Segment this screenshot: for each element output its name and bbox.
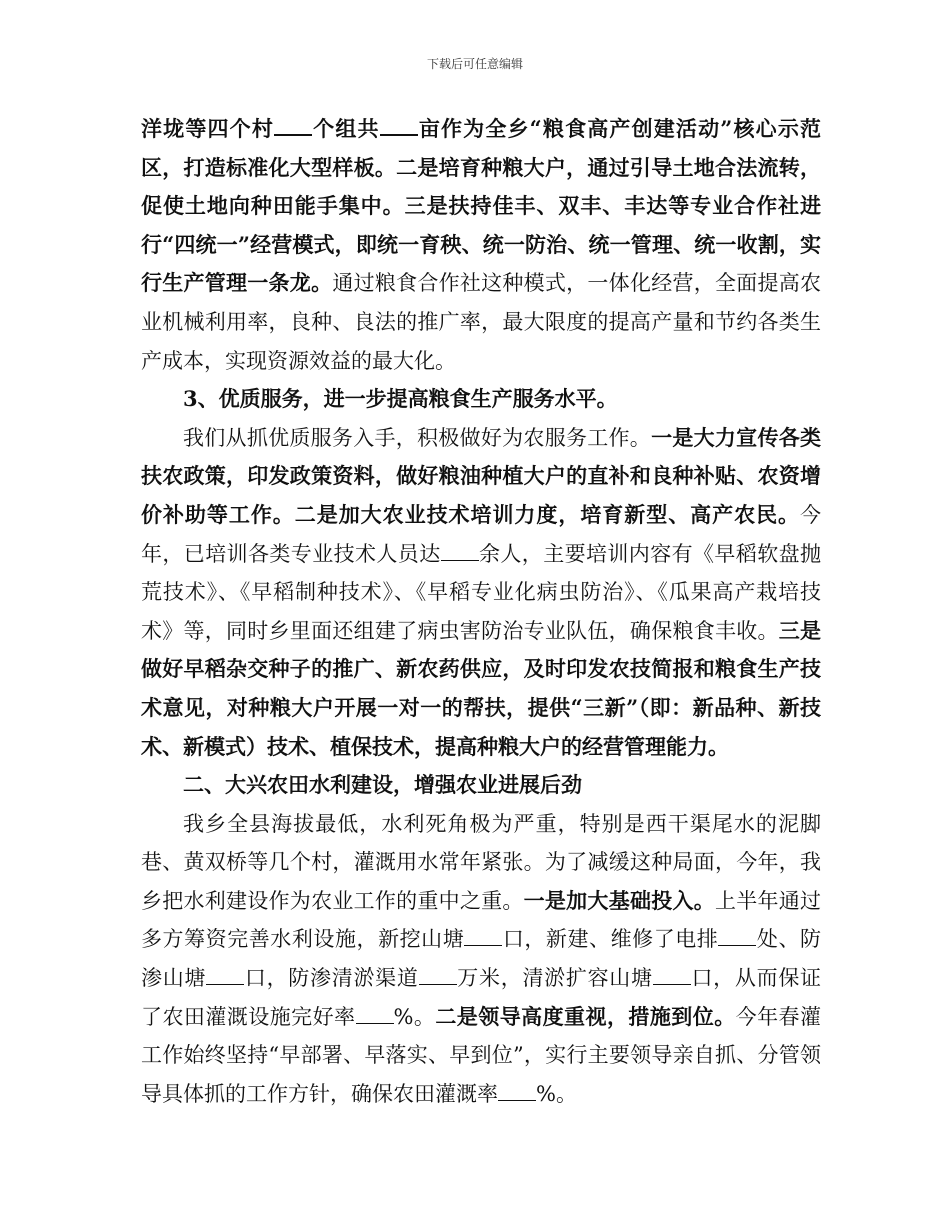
bold-text-run: 三是做好早稻杂交种子的推广、新农药供应，及时印发农技简报和粮食生产技术意见，对种粮大户开展一对一的帮扶，提供“三新”（即：新品种、新技术、新模式）技术、植保技术，提高种粮大户的经营管理能力。: [141, 617, 822, 759]
paragraph: [141, 766, 821, 805]
fill-in-blank: [718, 929, 756, 946]
fill-in-blank: [464, 929, 502, 946]
fill-in-blank: [356, 1007, 394, 1024]
fill-in-blank: [441, 544, 479, 561]
text-run: 今年，已培训各类专业技术人员达: [141, 502, 821, 566]
bold-text-run: 亩作为全乡“粮食高产创建活动”核心示范区，打造标准化大型样板。二是培育种粮大户，通过引导土地合法流转，促使土地向种田能手集中。三是扶持佳丰、双丰、丰达等专业合作社进行“四统一”经营模式，即统一育秧、统一防治、统一管理、统一收割，实行生产管理一条龙。: [141, 116, 821, 296]
bold-text-run: 洋垅等四个村: [141, 116, 274, 141]
text-run: %。: [393, 1004, 436, 1029]
text-run: 我们从抓优质服务入手，积极做好为农服务工作。: [183, 425, 652, 450]
page-header: 下载后可任意编辑: [426, 57, 523, 71]
bold-text-run: 二是领导高度重视，措施到位。: [435, 1003, 736, 1029]
text-run: 今年春灌工作始终坚持“早部署、早落实、早到位”，实行主要领导亲自抓、分管领导具体抓的工作方针，确保农田灌溉率: [141, 1004, 822, 1106]
text-run: %。: [536, 1081, 577, 1106]
paragraph: [141, 419, 821, 766]
bold-text-run: 二、大兴农田水利建设，增强农业进展后劲: [183, 772, 582, 798]
text-run: 余人，主要培训内容有《早稻软盘抛荒技术》、《早稻制种技术》、《早稻专业化病虫防治》、《瓜果高产栽培技术》等，同时乡里面还组建了病虫害防治专业队伍，确保粮食丰收。: [141, 541, 822, 643]
text-run: 处、防渗山塘: [141, 927, 822, 991]
fill-in-blank: [419, 968, 457, 985]
bold-text-run: 3、优质服务，进一步提高粮食生产服务水平。: [183, 386, 618, 412]
text-run: 上半年通过多方筹资完善水利设施，新挖山塘: [141, 888, 822, 952]
text-run: 口，新建、维修了电排: [502, 927, 719, 952]
fill-in-blank: [498, 1084, 536, 1101]
fill-in-blank: [380, 118, 418, 136]
document-body: [141, 110, 821, 1113]
paragraph: [141, 380, 821, 419]
bold-text-run: 个组共: [312, 116, 380, 141]
fill-in-blank: [274, 118, 312, 136]
text-run: 通过粮食合作社这种模式，一体化经营，全面提高农业机械利用率，良种、良法的推广率，最大限度的提高产量和节约各类生产成本，实现资源效益的最大化。: [141, 271, 822, 373]
fill-in-blank: [653, 968, 691, 985]
paragraph: [141, 110, 821, 380]
paragraph: [141, 805, 821, 1114]
text-run: 口，从而保证了农田灌溉设施完好率: [141, 966, 822, 1029]
text-run: 口，防渗清淤渠道: [244, 966, 419, 991]
fill-in-blank: [206, 968, 244, 985]
bold-text-run: 一是大力宣传各类扶农政策，印发政策资料，做好粮油种植大户的直补和良种补贴、农资增价补助等工作。二是加大农业技术培训力度，培育新型、高产农民。: [141, 424, 822, 527]
text-run: 我乡全县海拔最低，水利死角极为严重，特别是西干渠尾水的泥脚巷、黄双桥等几个村，灌溉用水常年紧张。为了减缓这种局面，今年，我乡把水利建设作为农业工作的重中之重。: [141, 811, 821, 913]
text-run: 万米，清淤扩容山塘: [456, 966, 653, 991]
bold-text-run: 一是加大基础投入。: [523, 887, 715, 913]
